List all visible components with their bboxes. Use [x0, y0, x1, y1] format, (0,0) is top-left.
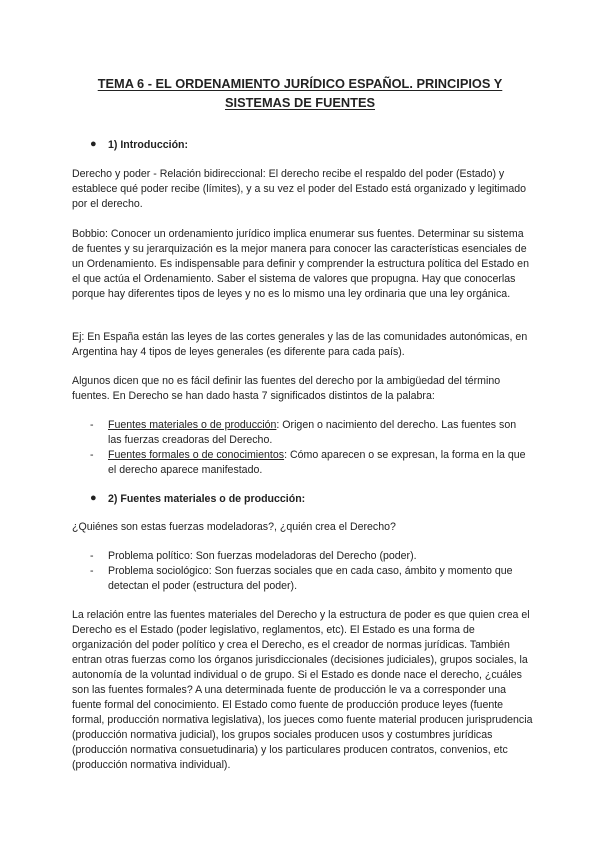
list-term: Fuentes materiales o de producción	[108, 419, 277, 431]
title-line-1: TEMA 6 - EL ORDENAMIENTO JURÍDICO ESPAÑOL. PRINCIPIOS Y	[97, 76, 503, 91]
list-problemas	[90, 549, 532, 594]
paragraph-quienes: ¿Quiénes son estas fuerzas modeladoras?, ¿quién crea el Derecho?	[72, 521, 396, 533]
paragraph-ambiguedad-fuentes: Algunos dicen que no es fácil definir las fuentes del derecho por la ambigüedad del término fuentes. En Derecho se han dado hasta 7 significados distintos de la palabra:	[72, 375, 501, 402]
list-text: Problema político: Son fuerzas modeladoras del Derecho (poder).	[108, 550, 417, 562]
list-text: : Cómo aparecen o se expresan, la forma en la que el derecho aparece manifestado.	[108, 449, 526, 476]
dash-marker: -	[90, 419, 94, 431]
list-tipos-de-fuentes	[90, 418, 532, 478]
list-item	[90, 564, 532, 594]
section-title: 1) Introducción:	[108, 139, 189, 151]
list-text: Problema sociológico: Son fuerzas sociales que en cada caso, ámbito y momento que detectan el poder (estructura del poder).	[108, 565, 513, 592]
paragraph-ejemplo: Ej: En España están las leyes de las cortes generales y las de las comunidades autonómicas, en Argentina hay 4 tipos de leyes generales (es diferente para cada país).	[72, 331, 528, 358]
list-item	[90, 448, 532, 478]
list-text: : Origen o nacimiento del derecho. Las fuentes son las fuerzas creadoras del Derecho.	[108, 419, 517, 446]
paragraph-bobbio: Bobbio: Conocer un ordenamiento jurídico implica enumerar sus fuentes. Determinar su sistema de fuentes y su jerarquización es la mejor manera para conocer las características esenciales de un Ordenamiento. Es indispensable para definir y comprender la estructura política del Estado en el que actúa el Ordenamiento. Saber el sistema de valores que propugna. Hay que conocerlas porque hay diferentes tipos de leyes y no es lo mismo una ley ordinaria que una ley orgánica.	[72, 228, 529, 300]
section-title: 2) Fuentes materiales o de producción:	[108, 493, 306, 505]
list-term: Fuentes formales o de conocimientos	[108, 449, 285, 461]
list-item	[90, 418, 532, 448]
bullet-icon: ●	[90, 138, 97, 150]
dash-marker: -	[90, 449, 94, 461]
list-item	[90, 549, 532, 564]
paragraph-relacion-fuentes-poder: La relación entre las fuentes materiales del Derecho y la estructura de poder es que quien crea el Derecho es el Estado (poder legislativo, reglamentos, etc). El Estado es una forma de organización del poder político y crea el Derecho, es el creador de normas jurídicas. También entran otras fuerzas como los órganos jurisdiccionales (decisiones judiciales), grupos sociales, la autonomía de la voluntad individual o de grupo. Si el Estado es donde nace el derecho, ¿cuáles son las fuentes formales? A una determinada fuente de producción le va a corresponder una fuente formal del conocimiento. El Estado como fuente de producción produce leyes (fuente formal, producción normativa legislativa), los jueces como fuente material producen jurisprudencia (producción normativa judicial), los grupos sociales producen usos y costumbres jurídicas (producción normativa consuetudinaria) y los particulares producen contratos, convenios, etc (producción normativa individual).	[72, 609, 533, 771]
title-line-2: SISTEMAS DE FUENTES	[224, 95, 376, 110]
document-title	[60, 74, 540, 112]
dash-marker: -	[90, 550, 94, 562]
paragraph-derecho-y-poder: Derecho y poder - Relación bidireccional: El derecho recibe el respaldo del poder (Estado) y establece qué poder recibe (límites), y a su vez el poder del Estado está organizado y legitimado por el derecho.	[72, 168, 527, 210]
dash-marker: -	[90, 565, 94, 577]
bullet-icon: ●	[90, 492, 97, 504]
